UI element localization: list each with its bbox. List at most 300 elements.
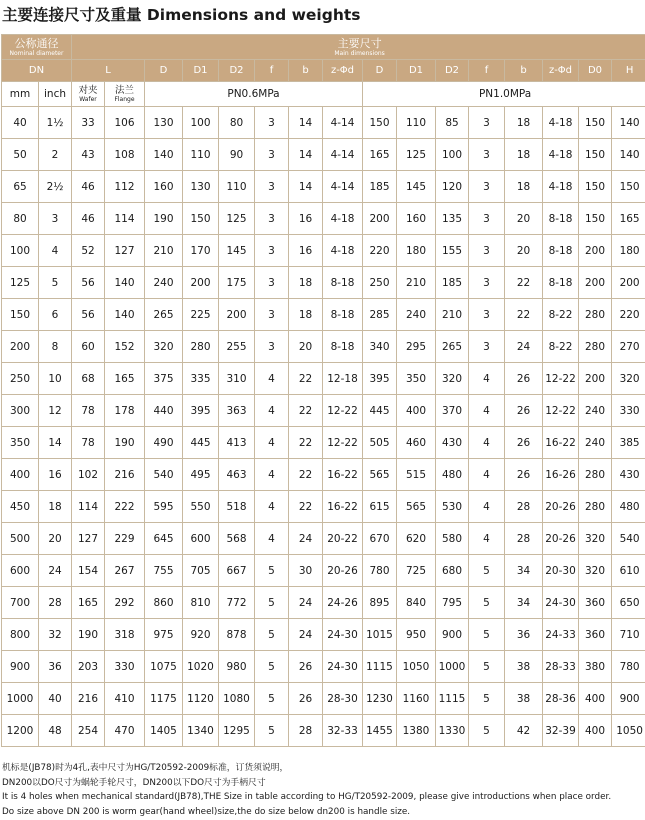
cell-pn10-d: 895 [363, 587, 397, 619]
cell-pn06-d: 755 [145, 555, 183, 587]
cell-pn10-h: 200 [612, 267, 645, 299]
cell-pn06-zd: 12-18 [323, 363, 363, 395]
cell-pn10-d1: 565 [397, 491, 436, 523]
cell-pn06-d2: 413 [219, 427, 255, 459]
cell-pn06-d1: 810 [183, 587, 219, 619]
cell-flange: 108 [105, 139, 145, 171]
cell-inch: 48 [39, 715, 72, 747]
cell-wafer: 60 [72, 331, 105, 363]
cell-pn10-d: 615 [363, 491, 397, 523]
cell-pn06-b: 24 [289, 523, 323, 555]
cell-pn06-zd: 24-26 [323, 587, 363, 619]
cell-inch: 24 [39, 555, 72, 587]
cell-pn06-b: 16 [289, 203, 323, 235]
cell-pn06-d2: 90 [219, 139, 255, 171]
cell-pn10-d1: 145 [397, 171, 436, 203]
cell-pn10-zd: 24-30 [543, 587, 579, 619]
cell-pn10-zd: 16-22 [543, 427, 579, 459]
cell-pn06-d1: 150 [183, 203, 219, 235]
cell-pn10-f: 3 [469, 139, 505, 171]
cell-pn10-d1: 180 [397, 235, 436, 267]
cell-pn06-d: 190 [145, 203, 183, 235]
cell-mm: 125 [2, 267, 39, 299]
cell-pn10-f: 4 [469, 395, 505, 427]
cell-mm: 150 [2, 299, 39, 331]
cell-pn10-b: 24 [505, 331, 543, 363]
table-row [2, 555, 645, 587]
cell-inch: 40 [39, 683, 72, 715]
cell-pn06-d2: 255 [219, 331, 255, 363]
table-row [2, 427, 645, 459]
cell-mm: 65 [2, 171, 39, 203]
col-l: L [72, 60, 145, 82]
cell-wafer: 216 [72, 683, 105, 715]
cell-pn06-f: 4 [255, 363, 289, 395]
cell-pn06-f: 3 [255, 331, 289, 363]
cell-wafer: 52 [72, 235, 105, 267]
cell-pn06-d: 140 [145, 139, 183, 171]
cell-pn06-d2: 80 [219, 107, 255, 139]
cell-wafer: 254 [72, 715, 105, 747]
cell-pn06-d1: 395 [183, 395, 219, 427]
cell-pn06-d1: 280 [183, 331, 219, 363]
cell-pn10-d2: 85 [436, 107, 469, 139]
cell-mm: 40 [2, 107, 39, 139]
cell-pn10-h: 165 [612, 203, 645, 235]
cell-inch: 36 [39, 651, 72, 683]
table-row [2, 267, 645, 299]
cell-pn10-d0: 360 [579, 587, 612, 619]
cell-pn10-d0: 320 [579, 523, 612, 555]
cell-pn10-zd: 8-18 [543, 203, 579, 235]
cell-pn06-f: 3 [255, 107, 289, 139]
cell-pn10-h: 180 [612, 235, 645, 267]
cell-pn10-zd: 4-18 [543, 139, 579, 171]
cell-inch: 3 [39, 203, 72, 235]
cell-mm: 1200 [2, 715, 39, 747]
cell-pn10-d2: 430 [436, 427, 469, 459]
header-row-units [2, 82, 645, 107]
cell-pn06-d2: 310 [219, 363, 255, 395]
cell-inch: 28 [39, 587, 72, 619]
cell-pn10-d0: 150 [579, 107, 612, 139]
cell-pn10-d2: 900 [436, 619, 469, 651]
cell-wafer: 46 [72, 171, 105, 203]
cell-pn10-f: 3 [469, 203, 505, 235]
table-row [2, 107, 645, 139]
cell-pn06-d2: 980 [219, 651, 255, 683]
cell-pn06-zd: 12-22 [323, 427, 363, 459]
cell-flange: 106 [105, 107, 145, 139]
cell-pn10-f: 5 [469, 651, 505, 683]
cell-pn06-f: 4 [255, 523, 289, 555]
cell-pn10-zd: 8-22 [543, 331, 579, 363]
cell-pn10-d2: 135 [436, 203, 469, 235]
cell-pn10-d1: 1160 [397, 683, 436, 715]
cell-pn10-b: 26 [505, 363, 543, 395]
cell-pn10-h: 330 [612, 395, 645, 427]
cell-pn10-d1: 1050 [397, 651, 436, 683]
cell-pn10-f: 4 [469, 427, 505, 459]
cell-pn10-zd: 4-18 [543, 107, 579, 139]
cell-pn06-d2: 1295 [219, 715, 255, 747]
cell-pn10-d: 165 [363, 139, 397, 171]
col-f-pn10: f [469, 60, 505, 82]
cell-pn10-d1: 725 [397, 555, 436, 587]
cell-pn06-b: 26 [289, 683, 323, 715]
cell-pn06-d1: 130 [183, 171, 219, 203]
col-d: D [145, 60, 183, 82]
cell-pn10-d1: 350 [397, 363, 436, 395]
cell-pn10-b: 26 [505, 395, 543, 427]
cell-pn10-h: 220 [612, 299, 645, 331]
cell-pn06-d: 210 [145, 235, 183, 267]
cell-pn06-zd: 32-33 [323, 715, 363, 747]
cell-pn06-d: 595 [145, 491, 183, 523]
cell-pn10-f: 4 [469, 363, 505, 395]
cell-pn10-d2: 1115 [436, 683, 469, 715]
cell-pn10-zd: 20-26 [543, 491, 579, 523]
cell-flange: 152 [105, 331, 145, 363]
table-row [2, 203, 645, 235]
cell-inch: 10 [39, 363, 72, 395]
wafer-en: Wafer [79, 96, 97, 103]
col-zd-pn10: z-Φd [543, 60, 579, 82]
cell-pn10-zd: 32-39 [543, 715, 579, 747]
cell-flange: 112 [105, 171, 145, 203]
cell-pn10-b: 38 [505, 683, 543, 715]
cell-wafer: 102 [72, 459, 105, 491]
cell-pn10-h: 150 [612, 171, 645, 203]
cell-pn10-h: 610 [612, 555, 645, 587]
cell-mm: 1000 [2, 683, 39, 715]
table-row [2, 139, 645, 171]
cell-pn06-d2: 1080 [219, 683, 255, 715]
cell-flange: 470 [105, 715, 145, 747]
cell-pn10-d1: 210 [397, 267, 436, 299]
cell-pn10-d: 250 [363, 267, 397, 299]
cell-flange: 292 [105, 587, 145, 619]
cell-pn06-b: 30 [289, 555, 323, 587]
nominal-en: Nominal diameter [9, 49, 64, 57]
cell-pn10-d: 1115 [363, 651, 397, 683]
nominal-cn: 公称通径 [14, 36, 59, 50]
cell-inch: 6 [39, 299, 72, 331]
main-dimensions-header [72, 35, 645, 60]
cell-pn06-b: 14 [289, 107, 323, 139]
main-en: Main dimensions [334, 49, 385, 57]
cell-mm: 300 [2, 395, 39, 427]
cell-mm: 100 [2, 235, 39, 267]
cell-pn10-f: 4 [469, 523, 505, 555]
cell-pn06-d1: 335 [183, 363, 219, 395]
cell-wafer: 56 [72, 299, 105, 331]
cell-flange: 114 [105, 203, 145, 235]
cell-pn06-b: 22 [289, 363, 323, 395]
unit-inch: inch [39, 82, 72, 107]
cell-pn10-zd: 24-33 [543, 619, 579, 651]
cell-pn06-zd: 4-18 [323, 203, 363, 235]
cell-wafer: 114 [72, 491, 105, 523]
cell-pn06-f: 3 [255, 203, 289, 235]
cell-pn10-b: 28 [505, 491, 543, 523]
cell-pn06-f: 5 [255, 715, 289, 747]
cell-pn10-h: 480 [612, 491, 645, 523]
cell-flange: 127 [105, 235, 145, 267]
table-row [2, 523, 645, 555]
cell-pn10-d1: 240 [397, 299, 436, 331]
cell-pn10-d: 565 [363, 459, 397, 491]
cell-pn10-d0: 150 [579, 203, 612, 235]
cell-pn10-d2: 1330 [436, 715, 469, 747]
cell-inch: 1½ [39, 107, 72, 139]
cell-pn10-h: 270 [612, 331, 645, 363]
cell-pn06-zd: 8-18 [323, 299, 363, 331]
col-b-pn10: b [505, 60, 543, 82]
cell-pn10-d: 780 [363, 555, 397, 587]
table-row [2, 331, 645, 363]
cell-wafer: 78 [72, 395, 105, 427]
cell-pn06-d1: 200 [183, 267, 219, 299]
cell-pn06-d1: 100 [183, 107, 219, 139]
cell-pn06-b: 20 [289, 331, 323, 363]
cell-pn10-h: 650 [612, 587, 645, 619]
cell-mm: 200 [2, 331, 39, 363]
cell-pn10-d0: 280 [579, 491, 612, 523]
cell-inch: 2 [39, 139, 72, 171]
cell-pn10-zd: 28-36 [543, 683, 579, 715]
cell-pn10-zd: 12-22 [543, 395, 579, 427]
cell-inch: 18 [39, 491, 72, 523]
cell-pn10-d2: 155 [436, 235, 469, 267]
cell-pn10-d0: 150 [579, 139, 612, 171]
cell-wafer: 56 [72, 267, 105, 299]
cell-pn06-d1: 170 [183, 235, 219, 267]
cell-pn10-zd: 16-26 [543, 459, 579, 491]
cell-pn06-d: 540 [145, 459, 183, 491]
nominal-diameter-header [2, 35, 72, 60]
cell-pn06-f: 4 [255, 491, 289, 523]
cell-mm: 500 [2, 523, 39, 555]
cell-mm: 900 [2, 651, 39, 683]
note-line: It is 4 holes when mechanical standard(JB78),THE Size in table according to HG/T20592-2009, please give introductions when place order. [2, 792, 612, 803]
cell-pn06-b: 22 [289, 491, 323, 523]
cell-flange: 190 [105, 427, 145, 459]
cell-pn06-d2: 463 [219, 459, 255, 491]
cell-pn06-zd: 4-14 [323, 171, 363, 203]
table-row [2, 299, 645, 331]
note-line: 机标是(JB78)时为4孔,表中尺寸为HG/T20592-2009标准，订货须说明， [2, 763, 289, 773]
cell-inch: 16 [39, 459, 72, 491]
col-dn: DN [2, 60, 72, 82]
cell-pn10-f: 5 [469, 683, 505, 715]
cell-pn10-b: 26 [505, 427, 543, 459]
cell-pn10-d2: 1000 [436, 651, 469, 683]
cell-pn06-f: 5 [255, 683, 289, 715]
cell-pn06-d: 860 [145, 587, 183, 619]
main-cn: 主要尺寸 [337, 36, 382, 50]
cell-pn10-d0: 240 [579, 427, 612, 459]
cell-pn10-d0: 400 [579, 715, 612, 747]
cell-pn06-d: 240 [145, 267, 183, 299]
page-title: 主要连接尺寸及重量 Dimensions and weights [2, 6, 361, 24]
cell-flange: 267 [105, 555, 145, 587]
cell-pn06-zd: 12-22 [323, 395, 363, 427]
cell-pn06-d2: 145 [219, 235, 255, 267]
cell-pn06-d: 320 [145, 331, 183, 363]
cell-pn06-d2: 772 [219, 587, 255, 619]
cell-pn06-b: 16 [289, 235, 323, 267]
cell-pn06-f: 4 [255, 427, 289, 459]
cell-pn10-d: 670 [363, 523, 397, 555]
cell-pn10-d0: 320 [579, 555, 612, 587]
cell-pn10-d: 185 [363, 171, 397, 203]
cell-pn10-d2: 530 [436, 491, 469, 523]
cell-pn06-b: 14 [289, 171, 323, 203]
cell-pn06-d: 130 [145, 107, 183, 139]
table-row [2, 235, 645, 267]
cell-pn10-f: 5 [469, 587, 505, 619]
cell-wafer: 190 [72, 619, 105, 651]
cell-pn10-d: 220 [363, 235, 397, 267]
cell-wafer: 33 [72, 107, 105, 139]
cell-pn06-d1: 1120 [183, 683, 219, 715]
cell-flange: 216 [105, 459, 145, 491]
cell-pn06-d: 375 [145, 363, 183, 395]
cell-pn10-f: 4 [469, 459, 505, 491]
cell-pn10-b: 36 [505, 619, 543, 651]
footnotes [2, 761, 642, 819]
cell-pn10-b: 22 [505, 299, 543, 331]
cell-inch: 8 [39, 331, 72, 363]
cell-pn10-f: 4 [469, 491, 505, 523]
cell-pn10-d2: 265 [436, 331, 469, 363]
cell-pn06-b: 22 [289, 459, 323, 491]
col-b: b [289, 60, 323, 82]
cell-inch: 14 [39, 427, 72, 459]
cell-pn10-zd: 8-18 [543, 267, 579, 299]
cell-pn10-d0: 360 [579, 619, 612, 651]
cell-mm: 350 [2, 427, 39, 459]
cell-pn10-f: 3 [469, 107, 505, 139]
cell-pn06-d1: 110 [183, 139, 219, 171]
cell-pn06-b: 18 [289, 299, 323, 331]
flange-header [105, 82, 145, 107]
cell-pn10-zd: 8-22 [543, 299, 579, 331]
table-row [2, 395, 645, 427]
cell-pn06-f: 3 [255, 267, 289, 299]
cell-pn06-d: 975 [145, 619, 183, 651]
cell-pn10-h: 710 [612, 619, 645, 651]
cell-mm: 700 [2, 587, 39, 619]
cell-pn10-d0: 150 [579, 171, 612, 203]
cell-pn06-zd: 24-30 [323, 619, 363, 651]
cell-pn10-d1: 110 [397, 107, 436, 139]
cell-inch: 12 [39, 395, 72, 427]
cell-pn10-d: 1015 [363, 619, 397, 651]
cell-pn10-b: 28 [505, 523, 543, 555]
cell-pn10-h: 140 [612, 107, 645, 139]
cell-pn10-h: 1050 [612, 715, 645, 747]
cell-pn06-d2: 175 [219, 267, 255, 299]
cell-pn06-d2: 125 [219, 203, 255, 235]
cell-pn10-d0: 400 [579, 683, 612, 715]
cell-pn10-d: 1230 [363, 683, 397, 715]
cell-pn06-f: 3 [255, 171, 289, 203]
cell-pn06-b: 22 [289, 395, 323, 427]
note-line: DN200以DO尺寸为蜗轮手轮尺寸，DN200以下DO尺寸为手柄尺寸 [2, 777, 266, 788]
cell-pn10-zd: 8-18 [543, 235, 579, 267]
cell-pn10-f: 3 [469, 235, 505, 267]
col-d-pn10: D [363, 60, 397, 82]
cell-pn10-d: 340 [363, 331, 397, 363]
cell-pn06-zd: 28-30 [323, 683, 363, 715]
cell-pn06-d: 490 [145, 427, 183, 459]
cell-pn06-d1: 1020 [183, 651, 219, 683]
table-row [2, 491, 645, 523]
cell-pn06-b: 18 [289, 267, 323, 299]
cell-pn06-d1: 495 [183, 459, 219, 491]
cell-pn10-zd: 20-30 [543, 555, 579, 587]
note-line: Do size above DN 200 is worm gear(hand wheel)size,the do size below dn200 is handle size. [2, 806, 411, 817]
cell-wafer: 203 [72, 651, 105, 683]
cell-pn06-f: 4 [255, 459, 289, 491]
cell-pn10-h: 540 [612, 523, 645, 555]
cell-mm: 50 [2, 139, 39, 171]
pressure-pn06-header: PN0.6MPa [145, 82, 363, 107]
table-row [2, 651, 645, 683]
cell-pn10-d: 1455 [363, 715, 397, 747]
cell-pn06-d: 265 [145, 299, 183, 331]
cell-pn06-d1: 1340 [183, 715, 219, 747]
cell-pn06-d1: 445 [183, 427, 219, 459]
cell-pn06-d1: 600 [183, 523, 219, 555]
cell-pn10-d: 395 [363, 363, 397, 395]
cell-pn06-zd: 20-22 [323, 523, 363, 555]
cell-pn06-d2: 200 [219, 299, 255, 331]
cell-pn10-h: 430 [612, 459, 645, 491]
cell-pn06-d: 645 [145, 523, 183, 555]
cell-pn10-b: 18 [505, 171, 543, 203]
cell-pn06-f: 5 [255, 587, 289, 619]
cell-pn06-b: 24 [289, 587, 323, 619]
table-row [2, 171, 645, 203]
cell-pn10-b: 20 [505, 235, 543, 267]
cell-pn06-zd: 20-26 [323, 555, 363, 587]
cell-pn10-d2: 210 [436, 299, 469, 331]
cell-wafer: 78 [72, 427, 105, 459]
cell-pn10-d2: 795 [436, 587, 469, 619]
cell-pn10-d0: 240 [579, 395, 612, 427]
col-zd: z-Φd [323, 60, 363, 82]
cell-pn10-b: 26 [505, 459, 543, 491]
cell-pn10-b: 18 [505, 139, 543, 171]
cell-pn10-d2: 100 [436, 139, 469, 171]
cell-pn10-f: 5 [469, 555, 505, 587]
cell-wafer: 46 [72, 203, 105, 235]
cell-pn06-zd: 24-30 [323, 651, 363, 683]
cell-pn10-d0: 200 [579, 363, 612, 395]
cell-pn06-f: 3 [255, 235, 289, 267]
cell-pn06-d: 1175 [145, 683, 183, 715]
cell-pn06-d: 1405 [145, 715, 183, 747]
cell-pn10-h: 900 [612, 683, 645, 715]
cell-pn06-zd: 8-18 [323, 331, 363, 363]
cell-pn10-d2: 185 [436, 267, 469, 299]
flange-en: Flange [114, 96, 135, 103]
col-d0: D0 [579, 60, 612, 82]
cell-pn06-d2: 878 [219, 619, 255, 651]
